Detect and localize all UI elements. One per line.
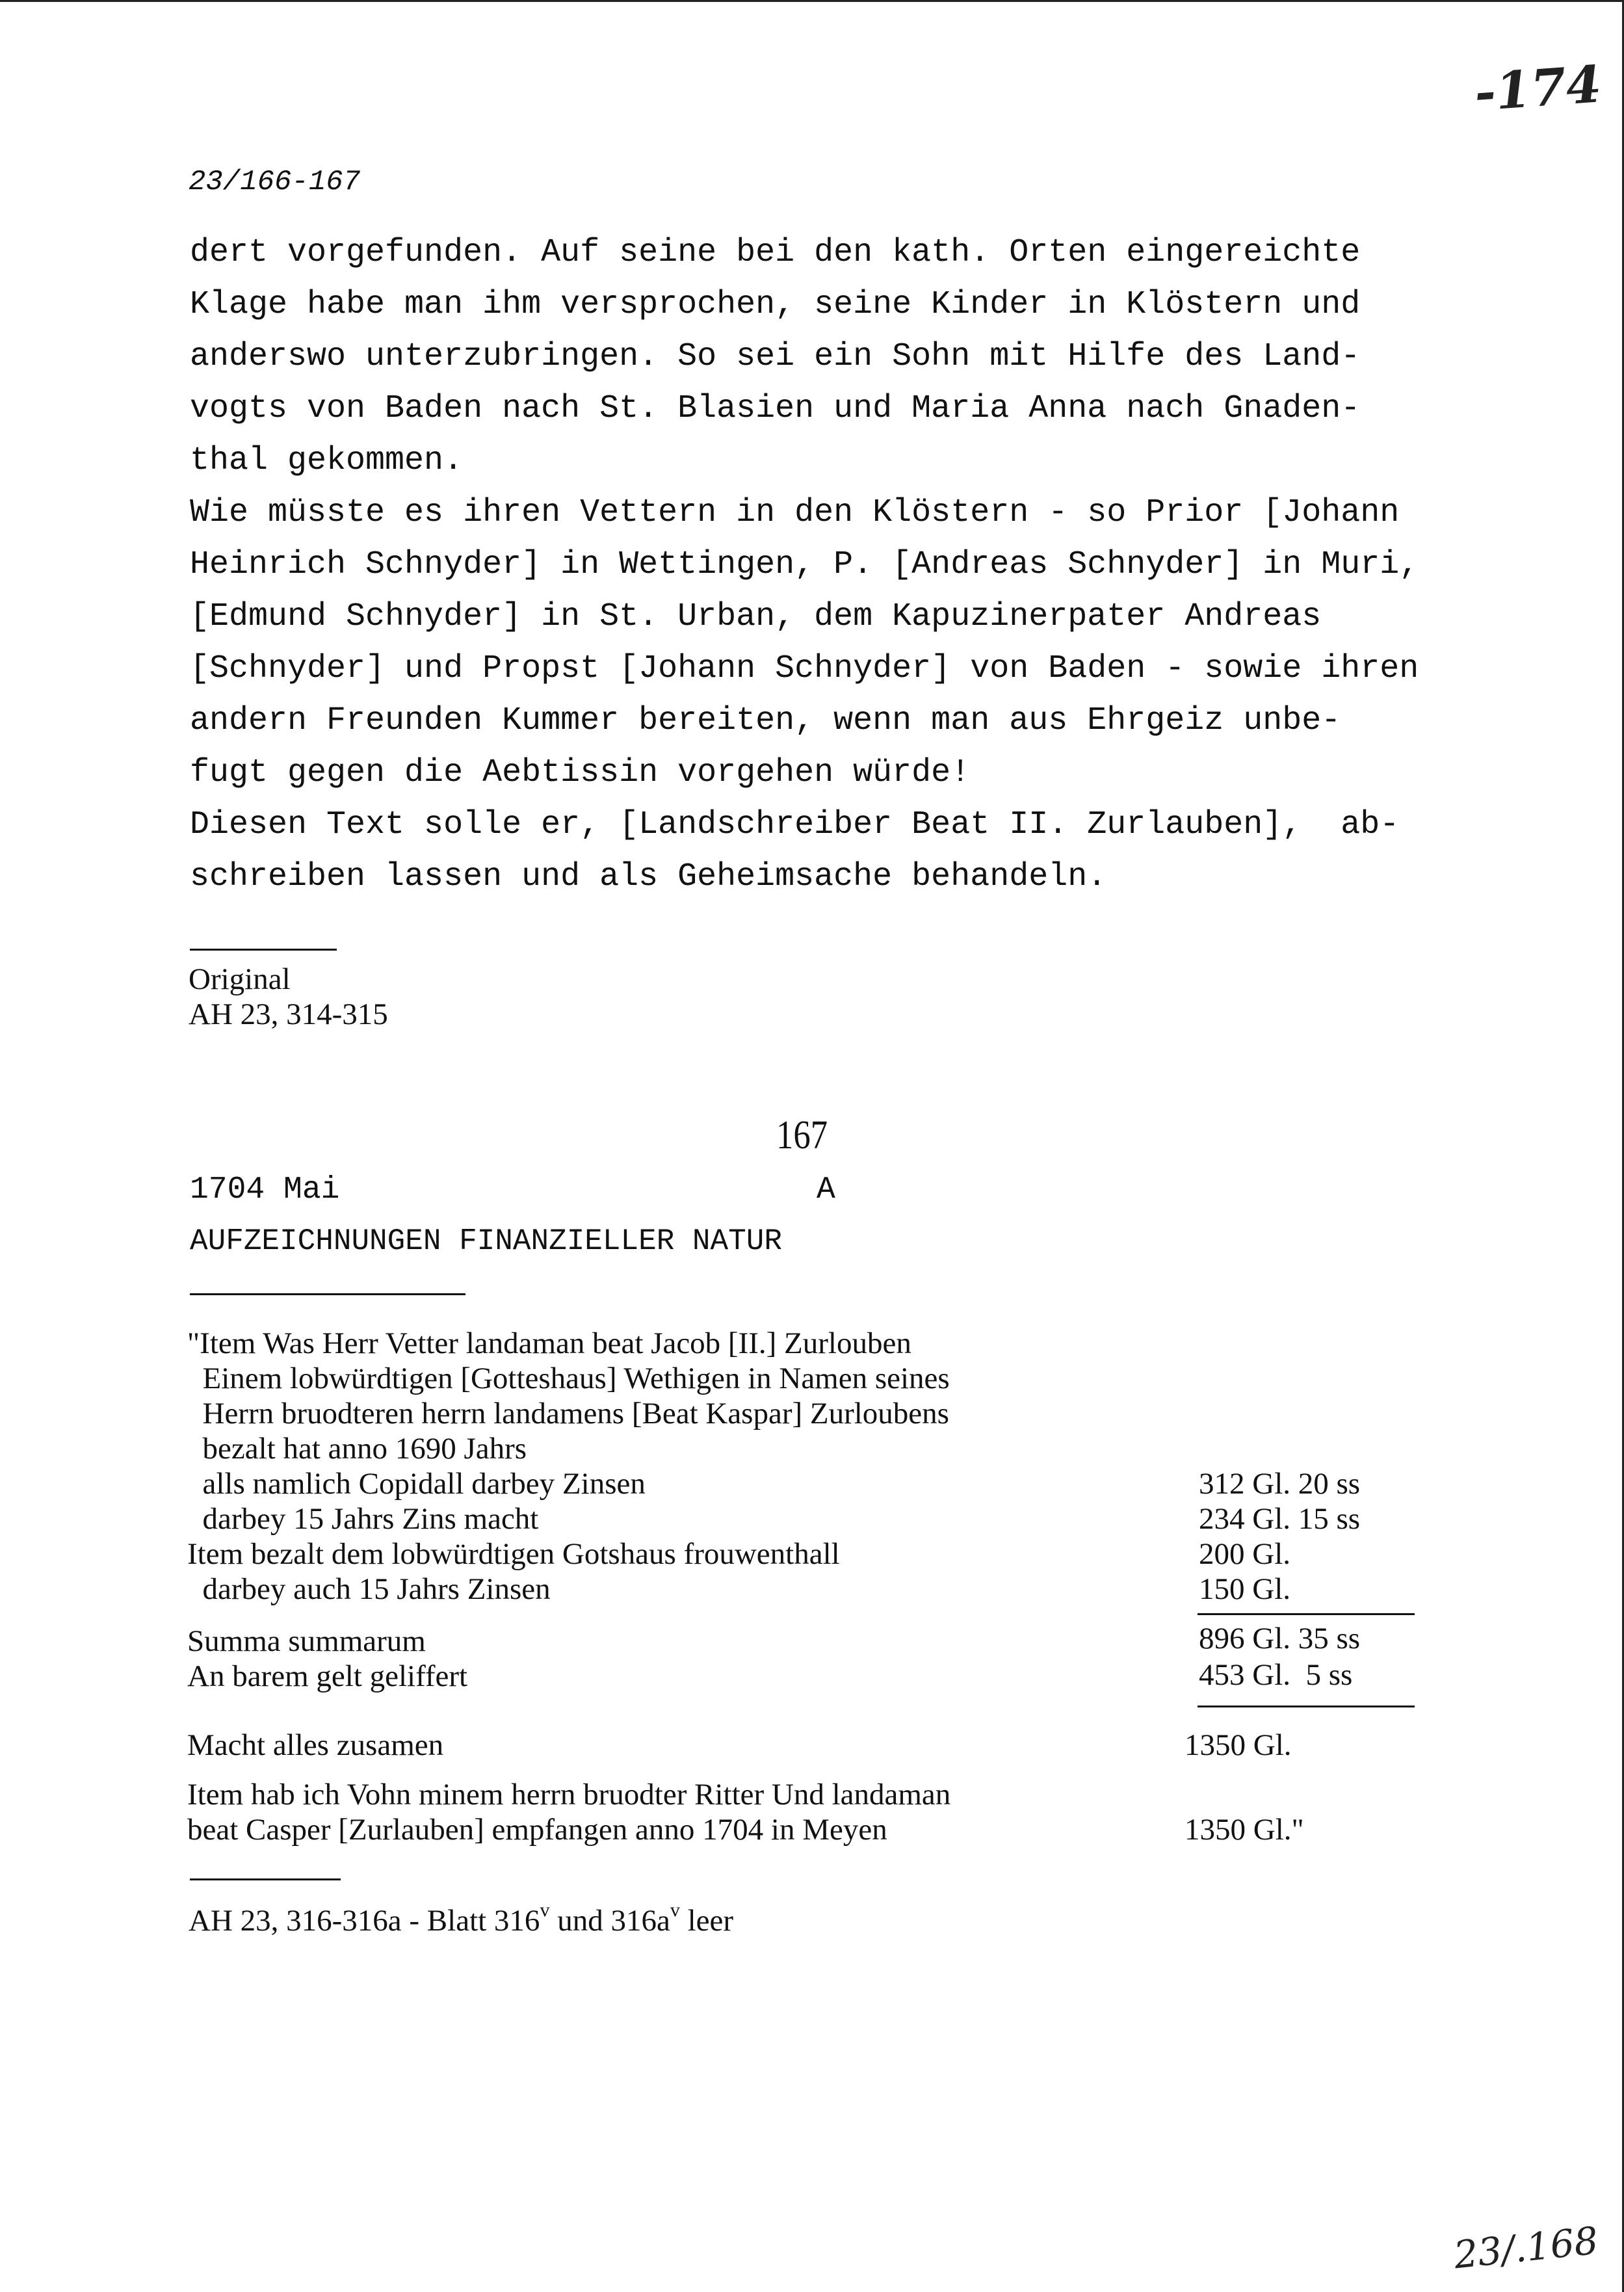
record-amount: 234 Gl. 15 ss [1199, 1502, 1361, 1536]
source-label: Original [189, 962, 291, 996]
body-line: anderswo unterzubringen. So sei ein Sohn mit Hilfe des Land- [190, 338, 1361, 375]
body-line: fugt gegen die Aebtissin vorgehen würde! [190, 754, 971, 791]
barem-amount: 453 Gl. 5 ss [1199, 1658, 1353, 1692]
total-label: Macht alles zusamen [187, 1728, 444, 1762]
record-line: alls namlich Copidall darbey Zinsen [187, 1467, 646, 1501]
total-rule [1198, 1706, 1415, 1707]
entry-number: 167 [776, 1113, 828, 1157]
body-line: Diesen Text solle er, [Landschreiber Beat II. Zurlauben], ab- [190, 806, 1400, 843]
verso-mark: v [670, 1899, 680, 1921]
record-line: bezalt hat anno 1690 Jahrs [187, 1432, 527, 1466]
record-line: Item bezalt dem lobwürdtigen Gotshaus frouwenthall [187, 1537, 840, 1571]
verso-mark: v [540, 1899, 550, 1921]
body-line: vogts von Baden nach St. Blasien und Maria Anna nach Gnaden- [190, 390, 1361, 427]
entry-date: 1704 Mai [190, 1172, 340, 1207]
body-line: thal gekommen. [190, 442, 464, 479]
received-amount: 1350 Gl." [1185, 1813, 1304, 1847]
archive-ref-end: leer [679, 1904, 733, 1938]
barem-label: An barem gelt geliffert [187, 1659, 468, 1693]
received-line: Item hab ich Vohn minem herrn bruodter Ritter Und landaman [187, 1778, 951, 1811]
body-line: [Edmund Schnyder] in St. Urban, dem Kapuzinerpater Andreas [190, 598, 1322, 635]
record-line: darbey auch 15 Jahrs Zinsen [187, 1572, 551, 1606]
body-line: Heinrich Schnyder] in Wettingen, P. [Andreas Schnyder] in Muri, [190, 546, 1419, 583]
body-line: Wie müsste es ihren Vettern in den Klöstern - so Prior [Johann [190, 494, 1400, 531]
body-line: Klage habe man ihm versprochen, seine Kinder in Klöstern und [190, 286, 1361, 323]
received-line: beat Casper [Zurlauben] empfangen anno 1704 in Meyen [187, 1813, 887, 1847]
body-line: [Schnyder] und Propst [Johann Schnyder] von Baden - sowie ihren [190, 650, 1419, 687]
body-line: schreiben lassen und als Geheimsache behandeln. [190, 858, 1107, 895]
summa-amount: 896 Gl. 35 ss [1199, 1622, 1361, 1655]
record-amount: 200 Gl. [1199, 1537, 1290, 1571]
body-line: andern Freunden Kummer bereiten, wenn man aus Ehrgeiz unbe- [190, 702, 1341, 739]
record-line: Einem lobwürdtigen [Gotteshaus] Wethigen in Namen seines [187, 1362, 950, 1395]
record-amount: 150 Gl. [1199, 1572, 1290, 1606]
archive-ref-start: AH 23, 316-316a - Blatt 316 [189, 1904, 540, 1938]
section-divider [190, 949, 337, 951]
body-line: dert vorgefunden. Auf seine bei den kath. Orten eingereichte [190, 234, 1361, 271]
folio-annotation: -174 [1473, 55, 1604, 123]
archive-reference [189, 1899, 733, 1938]
document-reference: 23/166-167 [189, 166, 361, 198]
entry-letter: A [817, 1172, 835, 1207]
body-text [190, 227, 1419, 903]
record-line: darbey 15 Jahrs Zins macht [187, 1502, 539, 1536]
record-line: "Item Was Herr Vetter landaman beat Jacob [II.] Zurlouben [187, 1326, 911, 1360]
bottom-annotation: 23/.168 [1452, 2218, 1601, 2278]
entry-title: AUFZEICHNUNGEN FINANZIELLER NATUR [190, 1224, 782, 1258]
summa-label: Summa summarum [187, 1624, 426, 1658]
record-amount: 312 Gl. 20 ss [1199, 1467, 1361, 1501]
total-amount: 1350 Gl. [1185, 1728, 1292, 1762]
source-reference: AH 23, 314-315 [189, 997, 388, 1031]
sum-rule [1198, 1613, 1415, 1615]
title-divider [190, 1293, 465, 1295]
archive-ref-mid: und 316a [549, 1904, 670, 1938]
footnote-divider [190, 1878, 341, 1880]
record-line: Herrn bruodteren herrn landamens [Beat Kaspar] Zurloubens [187, 1397, 949, 1430]
